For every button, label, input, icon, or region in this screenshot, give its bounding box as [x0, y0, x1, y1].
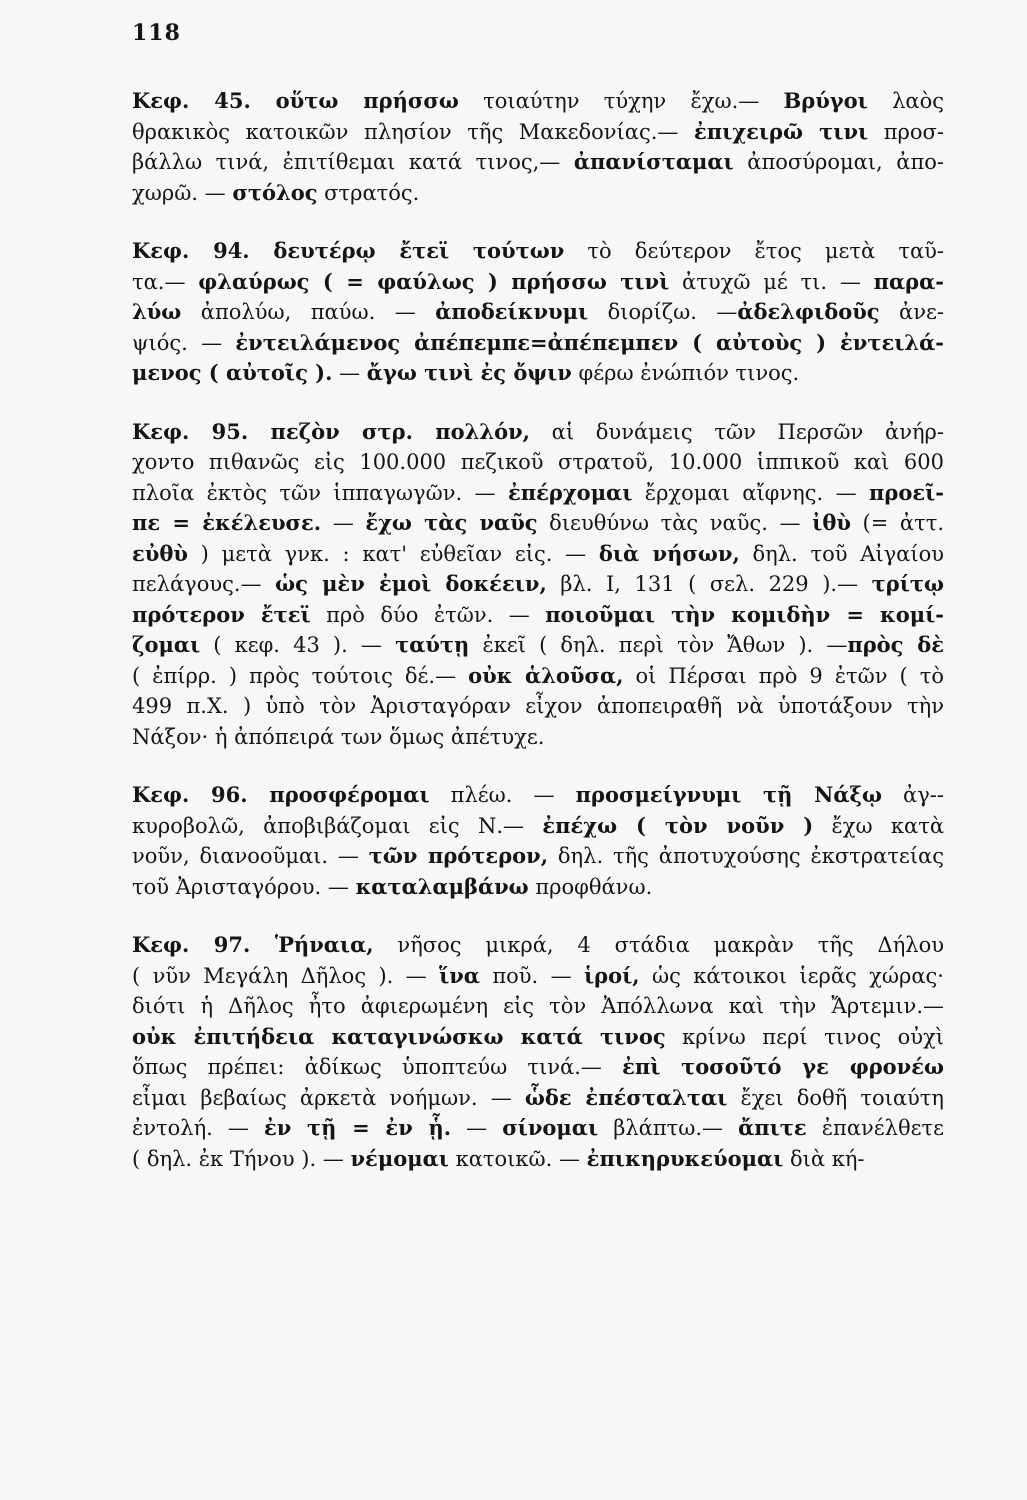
gloss-text: χωρῶ. —	[132, 180, 233, 205]
lemma-term: ἄγω τινὶ ἐς ὄψιν	[366, 360, 572, 385]
lemma-term: νέμομαι	[350, 1145, 449, 1171]
lemma-term: ἐπέρχομαι	[508, 479, 633, 505]
chapter-section	[132, 417, 944, 753]
text-line	[132, 841, 944, 872]
gloss-text: αἱ δυνάμεις τῶν Περσῶν ἀνήρ-	[529, 419, 944, 444]
chapter-section	[132, 930, 944, 1174]
lemma-term: ἔχω τὰς ναῦς	[365, 510, 538, 535]
text-line	[132, 417, 944, 448]
text-line	[132, 1022, 944, 1053]
gloss-text: ἀνε-	[879, 300, 944, 324]
gloss-text: ἐντολή. —	[132, 1116, 264, 1140]
text-line	[132, 691, 944, 722]
text-line	[132, 630, 944, 661]
gloss-text: πλέω. —	[429, 783, 576, 807]
gloss-text: ἀπολύω, παύω. —	[181, 300, 436, 324]
lemma-term: ἐπιχειρῶ τινι	[693, 118, 869, 144]
text-line	[132, 722, 944, 753]
lemma-term: μενος ( αὐτοῖς ).	[132, 360, 333, 385]
gloss-text: βλ. I, 131 ( σελ. 229 ).—	[546, 572, 872, 596]
lemma-term: ταύτῃ	[395, 632, 470, 657]
lemma-term: Κεφ. 45. οὕτω πρήσσω	[132, 88, 459, 113]
gloss-text: ἔχει δοθῆ τοιαύτη	[727, 1085, 944, 1110]
lemma-term: ἱροί,	[583, 962, 640, 988]
gloss-text: ἔχω κατὰ	[813, 813, 944, 838]
lemma-term: τῶν πρότερον,	[368, 843, 549, 868]
text-line	[132, 117, 944, 148]
text-line	[132, 267, 944, 298]
text-line	[132, 991, 944, 1022]
text-line	[132, 178, 944, 209]
gloss-text: ( ἐπίρρ. ) πρὸς τούτοις δέ.—	[132, 663, 469, 688]
gloss-text: νοῦν, διανοοῦμαι. —	[132, 844, 369, 868]
text-line	[132, 539, 944, 570]
chapter-section	[132, 780, 944, 902]
gloss-text: νῆσος μικρά, 4 στάδια μακρὰν τῆς Δήλου	[373, 933, 944, 957]
text-line	[132, 86, 944, 117]
lemma-term: Κεφ. 94. δευτέρῳ ἔτεϊ τούτων	[132, 238, 565, 263]
lemma-term: ὡς μὲν ἐμοὶ δοκέειν,	[275, 571, 547, 596]
gloss-text: κυροβολῶ, ἀποβιβάζομαι εἰς Ν.—	[132, 813, 543, 838]
text-line	[132, 961, 944, 992]
lemma-term: Κεφ. 96. προσφέρομαι	[132, 782, 430, 807]
gloss-text: θρακικὸς κατοικῶν πλησίον τῆς Μακεδονίας.—	[132, 119, 694, 144]
text-line	[132, 569, 944, 600]
lemma-term: εὐθὺ	[132, 540, 188, 566]
text-line	[132, 930, 944, 961]
gloss-text: ἐκεῖ ( δηλ. περὶ τὸν Ἄθων ). —	[469, 633, 848, 657]
lemma-term: ποιοῦμαι τὴν κομιδὴν = κομί-	[545, 601, 944, 627]
gloss-text: πελάγους.—	[132, 572, 276, 596]
gloss-text: ἀτυχῶ μέ τι. —	[669, 269, 874, 294]
lemma-term: τρίτῳ	[871, 571, 944, 596]
lemma-term: Κεφ. 95. πεζὸν στρ. πολλόν,	[132, 418, 530, 444]
gloss-text: κατοικῶ. —	[448, 1146, 587, 1171]
gloss-text: διευθύνω τὰς ναῦς. —	[537, 511, 813, 535]
gloss-text: ) μετὰ γνκ. : κατ' εὐθεῖαν εἰς. —	[187, 541, 599, 566]
text-line	[132, 147, 944, 178]
gloss-text: —	[332, 361, 367, 385]
gloss-text: στρατός.	[317, 180, 420, 205]
text-line	[132, 872, 944, 903]
gloss-text: ( νῦν Μεγάλη Δῆλος ). —	[132, 963, 440, 988]
gloss-text: Νάξον· ἡ ἀπόπειρά των ὅμως ἀπέτυχε.	[132, 724, 545, 749]
gloss-text: εἶμαι βεβαίως ἀρκετὰ νοήμων. —	[132, 1085, 525, 1110]
gloss-text: ψιός. —	[132, 330, 236, 355]
lemma-term: οὐκ ἁλοῦσα,	[468, 662, 624, 688]
gloss-text: φέρω ἐνώπιόν τινος.	[571, 361, 800, 385]
text-line	[132, 328, 944, 359]
lemma-term: ἐπὶ τοσοῦτό γε φρονέω	[622, 1054, 944, 1079]
lemma-term: Βρύγοι	[783, 88, 868, 113]
gloss-text: τοῦ Ἀρισταγόρου. —	[132, 874, 356, 899]
text-line	[132, 297, 944, 328]
text-line	[132, 508, 944, 539]
gloss-text: δηλ. τοῦ Αἰγαίου	[739, 541, 944, 566]
gloss-text: ἀγ--	[881, 783, 944, 807]
lemma-term: καταλαμβάνω	[355, 873, 529, 899]
gloss-text: διορίζω. —	[588, 300, 738, 324]
lemma-term: πρὸς δὲ	[847, 632, 944, 657]
text-line	[132, 780, 944, 811]
lemma-term: ἀποδείκνυμι	[435, 299, 589, 324]
text-line	[132, 478, 944, 509]
gloss-text: —	[451, 1116, 503, 1140]
text-line	[132, 1052, 944, 1083]
gloss-text: λαὸς	[867, 89, 944, 113]
gloss-text: διότι ἡ Δῆλος ἦτο ἀφιερωμένη εἰς τὸν Ἀπόλλωνα καὶ τὴν Ἄρτεμιν.—	[132, 994, 944, 1018]
text-line	[132, 811, 944, 842]
lemma-term: διὰ νήσων,	[598, 540, 740, 566]
lemma-term: λύω	[132, 299, 182, 324]
lemma-term: πρότερον ἔτεϊ	[132, 601, 311, 627]
gloss-text: βλάπτω.—	[598, 1116, 739, 1140]
lemma-term: ἐπικηρυκεύομαι	[586, 1145, 784, 1171]
text-line	[132, 358, 944, 389]
lemma-term: ἰθὺ	[812, 510, 851, 535]
gloss-text: δηλ. τῆς ἀποτυχούσης ἐκστρατείας	[548, 844, 944, 868]
text-line	[132, 236, 944, 267]
lemma-term: Κεφ. 97. Ῥήναια,	[132, 932, 374, 957]
gloss-text: τοιαύτην τύχην ἔχω.—	[458, 89, 784, 113]
gloss-text: βάλλω τινά, ἐπιτίθεμαι κατά τινος,—	[132, 150, 574, 174]
gloss-text: ( δηλ. ἐκ Τήνου ). —	[132, 1146, 351, 1171]
lemma-term: παρα-	[873, 268, 944, 294]
lemma-term: ἐντειλάμενος ἀπέπεμπε=ἀπέπεμπεν ( αὐτοὺς ) ἐντειλά-	[235, 329, 944, 355]
chapter-section	[132, 86, 944, 208]
gloss-text: ἐπανέλθετε	[806, 1116, 944, 1140]
lemma-term: ἄπιτε	[738, 1115, 807, 1140]
lemma-term: σίνομαι	[502, 1115, 599, 1140]
lemma-term: στόλος	[232, 179, 318, 205]
text-line	[132, 600, 944, 631]
lemma-term: φλαύρως ( = φαύλως ) πρήσσω τινὶ	[198, 268, 670, 294]
lemma-term: ἀδελφιδοῦς	[737, 299, 880, 324]
gloss-text: χοντο πιθανῶς εἰς 100.000 πεζικοῦ στρατοῦ, 10.000 ἱππικοῦ καὶ 600	[132, 450, 944, 474]
gloss-text: πλοῖα ἐκτὸς τῶν ἱππαγωγῶν. —	[132, 480, 508, 505]
chapter-section	[132, 236, 944, 389]
gloss-text: 499 π.Χ. ) ὑπὸ τὸν Ἀρισταγόραν εἶχον ἀποπειραθῆ νὰ ὑποτάξουν τὴν	[132, 694, 944, 718]
commentary-text	[132, 86, 944, 1202]
lemma-term: πε = ἐκέλευσε.	[132, 510, 322, 535]
gloss-text: ἔρχομαι αἴφνης. —	[632, 480, 870, 505]
lemma-term: ζομαι	[132, 632, 201, 657]
gloss-text: ποῦ. —	[479, 963, 584, 988]
lemma-term: ἐπέχω ( τὸν νοῦν )	[542, 812, 814, 838]
lemma-term: ἀπανίσταμαι	[573, 149, 734, 174]
gloss-text: οἱ Πέρσαι πρὸ 9 ἐτῶν ( τὸ	[623, 663, 944, 688]
lemma-term: ἐν τῇ = ἐν ᾗ.	[264, 1115, 452, 1140]
page-number: 118	[132, 20, 181, 46]
text-line	[132, 1144, 944, 1175]
gloss-text: κρίνω περί τινος οὐχὶ	[665, 1024, 944, 1049]
gloss-text: ὅπως πρέπει: ἀδίκως ὑποπτεύω τινά.—	[132, 1055, 623, 1079]
lemma-term: ὧδε ἐπέσταλται	[524, 1084, 728, 1110]
lemma-term: προσμείγνυμι τῇ Νάξῳ	[575, 782, 882, 807]
gloss-text: τὸ δεύτερον ἔτος μετὰ ταῦ-	[564, 239, 944, 263]
gloss-text: —	[321, 511, 366, 535]
text-line	[132, 661, 944, 692]
gloss-text: ( κεφ. 43 ). —	[200, 633, 396, 657]
gloss-text: διὰ κή-	[783, 1146, 865, 1171]
lemma-term: οὐκ ἐπιτήδεια καταγινώσκω κατά τινος	[132, 1023, 666, 1049]
gloss-text: ὡς κάτοικοι ἱερᾶς χώρας·	[639, 963, 944, 988]
text-line	[132, 447, 944, 478]
gloss-text: τα.—	[132, 269, 199, 294]
gloss-text: (= ἀττ.	[850, 511, 944, 535]
gloss-text: πρὸ δύο ἐτῶν. —	[310, 602, 546, 627]
lemma-term: προεῖ-	[869, 479, 944, 505]
text-line	[132, 1113, 944, 1144]
gloss-text: προφθάνω.	[528, 874, 653, 899]
gloss-text: προσ-	[868, 119, 944, 144]
lemma-term: ἵνα	[439, 962, 480, 988]
text-line	[132, 1083, 944, 1114]
gloss-text: ἀποσύρομαι, ἀπο-	[733, 150, 944, 174]
